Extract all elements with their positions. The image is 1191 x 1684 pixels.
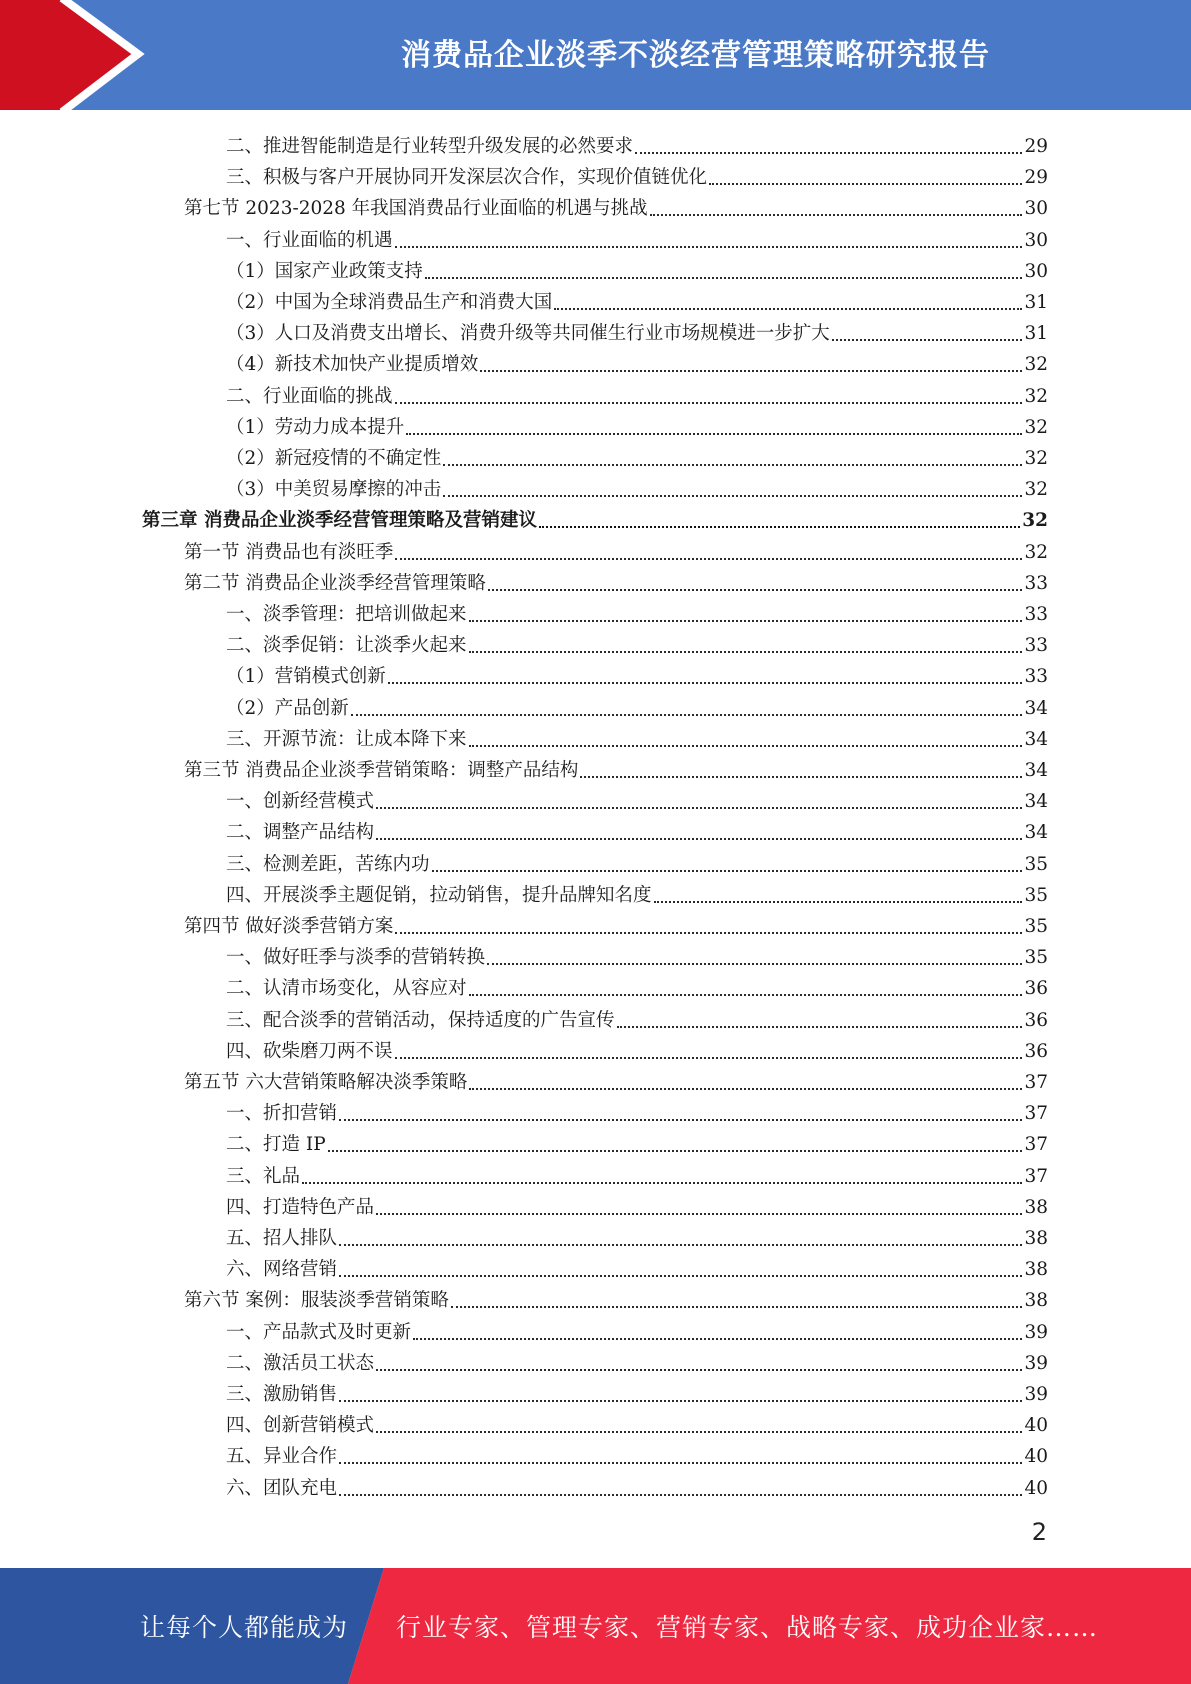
toc-subsection[interactable] — [226, 222, 1048, 252]
toc-entry-title: （4）新技术加快产业提质增效 — [226, 354, 479, 376]
toc-section[interactable] — [184, 1282, 1048, 1312]
toc-section[interactable] — [184, 565, 1048, 595]
page-header — [0, 0, 1191, 110]
toc-entry-page: 32 — [1022, 510, 1048, 532]
toc-subsection[interactable] — [226, 1407, 1048, 1437]
header-arrow-decoration — [0, 0, 160, 110]
toc-entry-page: 32 — [1024, 541, 1048, 563]
toc-entry-title: 第五节 六大营销策略解决淡季策略 — [184, 1072, 468, 1093]
toc-leader-dots — [376, 1430, 1022, 1433]
toc-entry-title: 二、行业面临的挑战 — [226, 385, 393, 407]
toc-leader-dots — [376, 1368, 1022, 1371]
toc-entry-page: 34 — [1024, 822, 1048, 844]
toc-entry-page: 33 — [1024, 604, 1048, 625]
toc-entry-title: 四、打造特色产品 — [226, 1196, 375, 1218]
toc-subsection[interactable] — [226, 1345, 1048, 1375]
toc-leader-dots — [469, 650, 1023, 653]
toc-entry-title: 二、调整产品结构 — [226, 822, 375, 844]
toc-leader-dots — [469, 619, 1023, 622]
toc-section[interactable] — [184, 1064, 1048, 1094]
toc-entry-title: 三、配合淡季的营销活动，保持适度的广告宣传 — [226, 1009, 615, 1031]
toc-leader-dots — [339, 1118, 1022, 1121]
toc-entry-page: 29 — [1024, 167, 1048, 189]
toc-subsection[interactable] — [226, 939, 1048, 969]
toc-entry-page: 32 — [1024, 354, 1048, 376]
toc-subsection[interactable] — [226, 284, 1048, 314]
toc-chapter[interactable] — [142, 502, 1048, 532]
toc-subsection[interactable] — [226, 1002, 1048, 1032]
toc-leader-dots — [432, 869, 1023, 872]
toc-leader-dots — [469, 1087, 1022, 1090]
toc-entry-page: 30 — [1024, 198, 1048, 220]
toc-entry-page: 34 — [1024, 760, 1048, 781]
toc-entry-title: 一、行业面临的机遇 — [226, 229, 393, 251]
toc-subsection[interactable] — [226, 721, 1048, 751]
toc-leader-dots — [395, 557, 1022, 560]
toc-entry-page: 31 — [1024, 292, 1048, 313]
toc-entry-title: 第一节 消费品也有淡旺季 — [184, 541, 394, 563]
toc-entry-title: （1）营销模式创新 — [226, 666, 386, 688]
toc-entry-title: （2）产品创新 — [226, 697, 349, 719]
toc-subsection[interactable] — [226, 1314, 1048, 1344]
toc-entry-title: 二、淡季促销：让淡季火起来 — [226, 635, 467, 657]
toc-entry-title: 六、团队充电 — [226, 1477, 338, 1499]
toc-entry-title: 四、创新营销模式 — [226, 1415, 375, 1437]
toc-entry-page: 30 — [1024, 229, 1048, 251]
toc-entry-title: 六、网络营销 — [226, 1259, 338, 1281]
toc-subsection[interactable] — [226, 658, 1048, 688]
toc-entry-title: 二、激活员工状态 — [226, 1352, 375, 1374]
toc-subsection[interactable] — [226, 378, 1048, 408]
toc-entry-page: 32 — [1024, 479, 1048, 501]
toc-entry-title: 二、认清市场变化，从容应对 — [226, 978, 467, 1000]
toc-entry-title: （3）中美贸易摩擦的冲击 — [226, 479, 442, 501]
toc-leader-dots — [339, 1493, 1022, 1496]
toc-entry-title: 五、招人排队 — [226, 1228, 338, 1249]
toc-entry-page: 37 — [1024, 1165, 1048, 1187]
toc-section[interactable] — [184, 534, 1048, 564]
toc-leader-dots — [617, 1025, 1023, 1028]
toc-leader-dots — [406, 432, 1022, 435]
toc-entry-title: 第二节 消费品企业淡季经营管理策略 — [184, 572, 486, 594]
footer-slogan-right: 行业专家、管理专家、营销专家、战略专家、成功企业家…… — [396, 1613, 1099, 1642]
toc-entry-page: 37 — [1024, 1072, 1048, 1093]
toc-entry-title: 二、推进智能制造是行业转型升级发展的必然要求 — [226, 136, 634, 157]
toc-leader-dots — [351, 713, 1023, 716]
toc-leader-dots — [554, 307, 1022, 310]
toc-entry-page: 35 — [1024, 947, 1048, 969]
toc-entry-page: 37 — [1024, 1134, 1048, 1156]
toc-leader-dots — [376, 1212, 1022, 1215]
toc-entry-title: 一、产品款式及时更新 — [226, 1321, 412, 1343]
toc-entry-title: 三、积极与客户开展协同开发深层次合作，实现价值链优化 — [226, 167, 708, 189]
toc-subsection[interactable] — [226, 783, 1048, 813]
toc-leader-dots — [376, 806, 1022, 809]
toc-subsection[interactable] — [226, 315, 1048, 345]
toc-entry-title: （1）劳动力成本提升 — [226, 416, 405, 438]
toc-entry-page: 36 — [1024, 1040, 1048, 1062]
toc-section[interactable] — [184, 752, 1048, 782]
toc-leader-dots — [395, 931, 1022, 934]
toc-entry-title: 三、开源节流：让成本降下来 — [226, 728, 467, 750]
toc-entry-title: 第六节 案例：服装淡季营销策略 — [184, 1290, 449, 1312]
toc-entry-page: 31 — [1024, 323, 1048, 345]
document-title: 消费品企业淡季不淡经营管理策略研究报告 — [401, 38, 990, 73]
toc-leader-dots — [469, 744, 1023, 747]
toc-entry-page: 32 — [1024, 385, 1048, 407]
toc-leader-dots — [443, 463, 1022, 466]
toc-subsection[interactable] — [226, 1376, 1048, 1406]
toc-entry-title: 一、做好旺季与淡季的营销转换 — [226, 947, 486, 969]
toc-entry-page: 30 — [1024, 260, 1048, 282]
toc-leader-dots — [487, 962, 1022, 965]
toc-subsection[interactable] — [226, 1438, 1048, 1468]
toc-entry-page: 35 — [1024, 884, 1048, 906]
toc-entry-page: 35 — [1024, 853, 1048, 875]
toc-entry-page: 39 — [1024, 1352, 1048, 1374]
toc-subsection[interactable] — [226, 1251, 1048, 1281]
toc-entry-page: 36 — [1024, 1009, 1048, 1031]
toc-leader-dots — [339, 1461, 1022, 1464]
toc-leader-dots — [580, 775, 1022, 778]
toc-entry-page: 40 — [1024, 1415, 1048, 1437]
toc-leader-dots — [469, 993, 1023, 996]
toc-subsection[interactable] — [226, 253, 1048, 283]
toc-subsection[interactable] — [226, 1158, 1048, 1188]
toc-leader-dots — [539, 525, 1020, 528]
toc-entry-title: 四、砍柴磨刀两不误 — [226, 1040, 393, 1062]
toc-subsection[interactable] — [226, 128, 1048, 158]
toc-subsection[interactable] — [226, 970, 1048, 1000]
footer-slogan-left: 让每个人都能成为 — [140, 1613, 349, 1642]
toc-leader-dots — [339, 1399, 1022, 1402]
toc-leader-dots — [832, 338, 1023, 341]
toc-entry-title: （2）新冠疫情的不确定性 — [226, 448, 442, 469]
toc-leader-dots — [654, 900, 1023, 903]
toc-leader-dots — [395, 1056, 1023, 1059]
toc-entry-page: 38 — [1024, 1290, 1048, 1312]
toc-entry-title: 三、礼品 — [226, 1165, 301, 1187]
toc-entry-page: 32 — [1024, 416, 1048, 438]
toc-leader-dots — [395, 245, 1023, 248]
toc-leader-dots — [650, 213, 1023, 216]
toc-leader-dots — [388, 681, 1023, 684]
toc-entry-page: 33 — [1024, 572, 1048, 594]
toc-leader-dots — [635, 151, 1022, 154]
toc-entry-page: 33 — [1024, 635, 1048, 657]
toc-entry-page: 34 — [1024, 728, 1048, 750]
toc-entry-page: 38 — [1024, 1228, 1048, 1249]
toc-leader-dots — [302, 1181, 1022, 1184]
toc-leader-dots — [451, 1305, 1023, 1308]
toc-entry-page: 37 — [1024, 1103, 1048, 1125]
toc-leader-dots — [709, 182, 1022, 185]
toc-subsection[interactable] — [226, 1033, 1048, 1063]
toc-entry-title: 第四节 做好淡季营销方案 — [184, 916, 394, 937]
toc-subsection[interactable] — [226, 627, 1048, 657]
toc-entry-page: 34 — [1024, 791, 1048, 813]
toc-subsection[interactable] — [226, 471, 1048, 501]
toc-entry-title: 第七节 2023-2028 年我国消费品行业面临的机遇与挑战 — [184, 198, 648, 220]
toc-entry-title: （2）中国为全球消费品生产和消费大国 — [226, 292, 553, 313]
toc-subsection[interactable] — [226, 1220, 1048, 1250]
toc-subsection[interactable] — [226, 440, 1048, 470]
toc-entry-title: 一、折扣营销 — [226, 1103, 338, 1125]
toc-entry-title: 四、开展淡季主题促销，拉动销售，提升品牌知名度 — [226, 884, 652, 906]
toc-entry-title: 三、激励销售 — [226, 1384, 338, 1405]
toc-entry-title: 第三节 消费品企业淡季营销策略：调整产品结构 — [184, 760, 579, 781]
toc-subsection[interactable] — [226, 1126, 1048, 1156]
toc-entry-title: 一、淡季管理：把培训做起来 — [226, 604, 467, 625]
toc-section[interactable] — [184, 908, 1048, 938]
toc-leader-dots — [376, 837, 1022, 840]
toc-entry-page: 39 — [1024, 1384, 1048, 1405]
toc-leader-dots — [339, 1243, 1022, 1246]
toc-leader-dots — [480, 369, 1022, 372]
toc-leader-dots — [328, 1149, 1023, 1152]
toc-entry-title: 一、创新经营模式 — [226, 791, 375, 813]
toc-leader-dots — [339, 1274, 1022, 1277]
toc-subsection[interactable] — [226, 846, 1048, 876]
toc-leader-dots — [413, 1337, 1022, 1340]
toc-entry-page: 36 — [1024, 978, 1048, 1000]
toc-leader-dots — [488, 588, 1023, 591]
toc-entry-page: 33 — [1024, 666, 1048, 688]
toc-subsection[interactable] — [226, 690, 1048, 720]
toc-entry-title: （3）人口及消费支出增长、消费升级等共同催生行业市场规模进一步扩大 — [226, 323, 830, 345]
toc-subsection[interactable] — [226, 814, 1048, 844]
page-footer — [0, 1568, 1191, 1684]
toc-subsection[interactable] — [226, 1189, 1048, 1219]
toc-subsection[interactable] — [226, 346, 1048, 376]
toc-entry-page: 29 — [1024, 136, 1048, 157]
toc-entry-title: 三、检测差距，苦练内功 — [226, 853, 430, 875]
toc-entry-page: 40 — [1024, 1477, 1048, 1499]
toc-leader-dots — [443, 494, 1022, 497]
toc-subsection[interactable] — [226, 1095, 1048, 1125]
toc-entry-page: 34 — [1024, 697, 1048, 719]
toc-leader-dots — [425, 276, 1023, 279]
toc-entry-page: 32 — [1024, 448, 1048, 469]
toc-section[interactable] — [184, 190, 1048, 220]
toc-entry-page: 35 — [1024, 916, 1048, 937]
toc-entry-page: 38 — [1024, 1196, 1048, 1218]
toc-entry-title: 二、打造 IP — [226, 1134, 326, 1156]
toc-leader-dots — [395, 401, 1023, 404]
toc-entry-page: 39 — [1024, 1321, 1048, 1343]
toc-subsection[interactable] — [226, 1470, 1048, 1500]
toc-entry-title: 第三章 消费品企业淡季经营管理策略及营销建议 — [142, 510, 537, 532]
toc-subsection[interactable] — [226, 409, 1048, 439]
toc-subsection[interactable] — [226, 159, 1048, 189]
toc-entry-title: 五、异业合作 — [226, 1446, 338, 1468]
toc-subsection[interactable] — [226, 596, 1048, 626]
toc-subsection[interactable] — [226, 877, 1048, 907]
toc-entry-title: （1）国家产业政策支持 — [226, 260, 423, 282]
page-number: 2 — [1031, 1518, 1047, 1546]
toc-entry-page: 40 — [1024, 1446, 1048, 1468]
toc-entry-page: 38 — [1024, 1259, 1048, 1281]
